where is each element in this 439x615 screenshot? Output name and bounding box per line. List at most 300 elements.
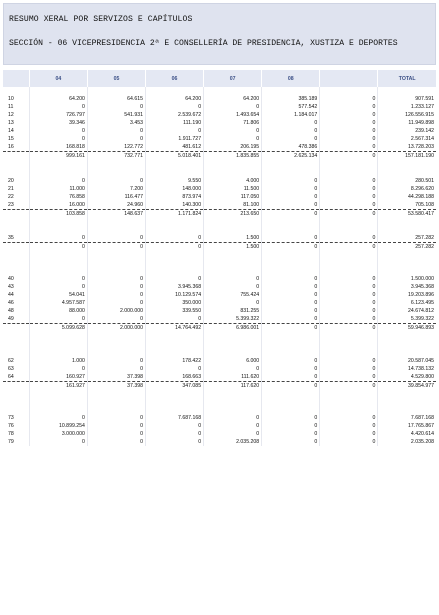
- spacer-row: [3, 349, 436, 357]
- value-cell: 161.927: [29, 381, 87, 390]
- empty-cell: [320, 332, 378, 340]
- value-cell: 7.687.168: [146, 414, 204, 422]
- table-row: [3, 234, 436, 243]
- value-cell: 0: [146, 438, 204, 446]
- value-cell: 6.986.001: [204, 324, 262, 333]
- value-cell: 0: [320, 365, 378, 373]
- table-row: [3, 185, 436, 193]
- value-cell: 3.000.000: [29, 430, 87, 438]
- empty-cell: [204, 406, 262, 414]
- value-cell: 0: [87, 365, 145, 373]
- empty-cell: [87, 349, 145, 357]
- empty-cell: [378, 340, 436, 348]
- value-cell: 0: [29, 177, 87, 185]
- empty-cell: [204, 251, 262, 259]
- value-cell: 0: [262, 414, 320, 422]
- value-cell: 111.190: [146, 119, 204, 127]
- empty-cell: [146, 406, 204, 414]
- value-cell: 117.050: [204, 193, 262, 201]
- value-cell: 0: [262, 438, 320, 446]
- value-cell: 0: [29, 127, 87, 135]
- value-cell: 999.161: [29, 152, 87, 161]
- empty-cell: [146, 218, 204, 226]
- empty-cell: [320, 226, 378, 234]
- value-cell: 10.129.574: [146, 291, 204, 299]
- value-cell: 339.550: [146, 307, 204, 315]
- value-cell: 88.000: [29, 307, 87, 315]
- value-cell: 1.835.855: [204, 152, 262, 161]
- value-cell: 0: [320, 275, 378, 283]
- empty-cell: [3, 251, 29, 259]
- row-code-cell: 64: [3, 373, 29, 382]
- table-row: [3, 193, 436, 201]
- value-cell: 726.797: [29, 111, 87, 119]
- empty-cell: [29, 390, 87, 398]
- value-cell: 1.184.017: [262, 111, 320, 119]
- column-header: 04: [29, 70, 87, 87]
- value-cell: 0: [146, 430, 204, 438]
- table-row: [3, 283, 436, 291]
- empty-cell: [378, 267, 436, 275]
- value-cell: 6.000: [204, 357, 262, 365]
- table-row: [3, 275, 436, 283]
- value-cell: 1.171.824: [146, 209, 204, 218]
- spacer-row: [3, 259, 436, 267]
- empty-cell: [146, 168, 204, 176]
- value-cell: 122.772: [87, 143, 145, 152]
- empty-cell: [87, 340, 145, 348]
- value-cell: 0: [320, 127, 378, 135]
- value-cell: 0: [87, 291, 145, 299]
- column-header: 06: [146, 70, 204, 87]
- empty-cell: [3, 398, 29, 406]
- total-cell: 17.765.867: [408, 422, 434, 429]
- value-cell: 0: [320, 193, 378, 201]
- value-cell: 2.035.208: [204, 438, 262, 446]
- value-cell: 64.200: [146, 95, 204, 103]
- value-cell: 103.858: [29, 209, 87, 218]
- empty-cell: [3, 390, 29, 398]
- table-row: [3, 291, 436, 299]
- empty-cell: [320, 398, 378, 406]
- row-code-cell: 21: [3, 185, 29, 193]
- value-cell: 0: [262, 373, 320, 382]
- value-cell: 0: [146, 275, 204, 283]
- value-cell: 0: [320, 381, 378, 390]
- empty-cell: [29, 251, 87, 259]
- value-cell: 0: [320, 201, 378, 210]
- empty-cell: [262, 349, 320, 357]
- value-cell: 168.818: [29, 143, 87, 152]
- value-cell: 116.477: [87, 193, 145, 201]
- empty-cell: [204, 332, 262, 340]
- column-header: [320, 70, 378, 87]
- row-code-cell: 10: [3, 95, 29, 103]
- value-cell: 24.960: [87, 201, 145, 210]
- value-cell: 0: [146, 315, 204, 324]
- value-cell: 0: [320, 177, 378, 185]
- spacer-row: [3, 87, 436, 95]
- total-cell: 705.108: [415, 201, 434, 208]
- value-cell: 0: [320, 135, 378, 143]
- total-cell: 907.591: [415, 96, 434, 103]
- value-cell: 9.550: [146, 177, 204, 185]
- table-row: [3, 127, 436, 135]
- spacer-row: [3, 251, 436, 259]
- value-cell: 0: [320, 283, 378, 291]
- empty-cell: [146, 160, 204, 168]
- empty-cell: [29, 87, 87, 95]
- value-cell: 0: [320, 414, 378, 422]
- empty-cell: [320, 87, 378, 95]
- empty-cell: [87, 406, 145, 414]
- row-code-cell: [3, 152, 29, 161]
- row-code-cell: 23: [3, 201, 29, 210]
- row-code-cell: 16: [3, 143, 29, 152]
- value-cell: 0: [87, 177, 145, 185]
- subtotal-row: [3, 152, 436, 161]
- total-cell: 3.945.368: [410, 284, 434, 291]
- value-cell: 76.858: [29, 193, 87, 201]
- value-cell: 0: [320, 95, 378, 103]
- value-cell: 37.398: [87, 381, 145, 390]
- empty-cell: [3, 340, 29, 348]
- value-cell: 385.189: [262, 95, 320, 103]
- summary-table: [3, 70, 436, 446]
- value-cell: 1.500: [204, 242, 262, 251]
- value-cell: 541.931: [87, 111, 145, 119]
- report-subtitle: SECCIÓN - 06 VICEPRESIDENCIA 2ª E CONSELLERÍA DE PRESIDENCIA, XUSTIZA E DEPORTES: [9, 39, 398, 48]
- value-cell: 0: [262, 307, 320, 315]
- value-cell: 0: [262, 324, 320, 333]
- spacer-row: [3, 267, 436, 275]
- value-cell: 0: [87, 430, 145, 438]
- value-cell: 0: [87, 103, 145, 111]
- empty-cell: [146, 226, 204, 234]
- empty-cell: [29, 267, 87, 275]
- empty-cell: [378, 398, 436, 406]
- total-cell: 11.949.898: [408, 120, 434, 127]
- empty-cell: [3, 87, 29, 95]
- value-cell: 0: [262, 127, 320, 135]
- empty-cell: [3, 226, 29, 234]
- value-cell: 0: [87, 283, 145, 291]
- value-cell: 0: [262, 357, 320, 365]
- value-cell: 0: [320, 234, 378, 243]
- value-cell: 5.018.401: [146, 152, 204, 161]
- row-code-cell: 63: [3, 365, 29, 373]
- value-cell: 4.000: [204, 177, 262, 185]
- empty-cell: [204, 168, 262, 176]
- value-cell: 0: [204, 283, 262, 291]
- row-code-cell: [3, 381, 29, 390]
- value-cell: 0: [320, 299, 378, 307]
- value-cell: 4.957.587: [29, 299, 87, 307]
- total-cell: 126.556.915: [405, 112, 434, 119]
- value-cell: 478.386: [262, 143, 320, 152]
- value-cell: 0: [320, 209, 378, 218]
- value-cell: 0: [262, 185, 320, 193]
- value-cell: 2.000.000: [87, 324, 145, 333]
- value-cell: 0: [262, 201, 320, 210]
- total-cell: 257.282: [415, 234, 434, 241]
- value-cell: 0: [204, 135, 262, 143]
- empty-cell: [204, 267, 262, 275]
- spacer-row: [3, 218, 436, 226]
- empty-cell: [262, 218, 320, 226]
- empty-cell: [3, 168, 29, 176]
- column-header: TOTAL: [378, 70, 436, 87]
- empty-cell: [378, 390, 436, 398]
- value-cell: 37.398: [87, 373, 145, 382]
- empty-cell: [29, 160, 87, 168]
- empty-cell: [3, 332, 29, 340]
- empty-cell: [378, 251, 436, 259]
- empty-cell: [146, 349, 204, 357]
- value-cell: 71.806: [204, 119, 262, 127]
- empty-cell: [262, 267, 320, 275]
- value-cell: 0: [29, 135, 87, 143]
- row-code-cell: 62: [3, 357, 29, 365]
- empty-cell: [378, 349, 436, 357]
- row-code-cell: 78: [3, 430, 29, 438]
- value-cell: 0: [320, 315, 378, 324]
- total-cell: 5.399.322: [410, 316, 434, 323]
- row-code-cell: 76: [3, 422, 29, 430]
- row-code-cell: 73: [3, 414, 29, 422]
- value-cell: 0: [262, 119, 320, 127]
- total-cell: 8.296.620: [410, 185, 434, 192]
- value-cell: 0: [320, 185, 378, 193]
- value-cell: 0: [320, 103, 378, 111]
- value-cell: 1.000: [29, 357, 87, 365]
- empty-cell: [3, 160, 29, 168]
- table-row: [3, 177, 436, 185]
- value-cell: 1.911.727: [146, 135, 204, 143]
- value-cell: 0: [146, 422, 204, 430]
- table-row: [3, 365, 436, 373]
- empty-cell: [320, 259, 378, 267]
- total-cell: 1.500.000: [410, 276, 434, 283]
- value-cell: 0: [146, 365, 204, 373]
- empty-cell: [378, 168, 436, 176]
- empty-cell: [87, 398, 145, 406]
- value-cell: 0: [146, 242, 204, 251]
- value-cell: 39.346: [29, 119, 87, 127]
- empty-cell: [29, 332, 87, 340]
- empty-cell: [29, 218, 87, 226]
- value-cell: 0: [146, 127, 204, 135]
- value-cell: 3.453: [87, 119, 145, 127]
- empty-cell: [320, 349, 378, 357]
- row-code-cell: 44: [3, 291, 29, 299]
- empty-cell: [146, 332, 204, 340]
- empty-cell: [87, 218, 145, 226]
- total-cell: 19.203.896: [408, 292, 434, 299]
- empty-cell: [204, 340, 262, 348]
- value-cell: 14.764.492: [146, 324, 204, 333]
- empty-cell: [204, 226, 262, 234]
- empty-cell: [3, 218, 29, 226]
- value-cell: 0: [204, 422, 262, 430]
- empty-cell: [262, 168, 320, 176]
- empty-cell: [204, 349, 262, 357]
- total-cell: 7.687.168: [410, 414, 434, 421]
- value-cell: 0: [87, 438, 145, 446]
- total-cell: 4.420.614: [410, 430, 434, 437]
- value-cell: 111.620: [204, 373, 262, 382]
- value-cell: 0: [320, 373, 378, 382]
- empty-cell: [29, 340, 87, 348]
- value-cell: 7.200: [87, 185, 145, 193]
- value-cell: 206.195: [204, 143, 262, 152]
- empty-cell: [29, 349, 87, 357]
- empty-cell: [378, 160, 436, 168]
- empty-cell: [320, 218, 378, 226]
- empty-cell: [320, 160, 378, 168]
- table-row: [3, 119, 436, 127]
- value-cell: 0: [204, 414, 262, 422]
- value-cell: 1.493.654: [204, 111, 262, 119]
- empty-cell: [29, 398, 87, 406]
- value-cell: 0: [262, 275, 320, 283]
- value-cell: 0: [87, 234, 145, 243]
- empty-cell: [146, 259, 204, 267]
- value-cell: 0: [262, 299, 320, 307]
- empty-cell: [262, 160, 320, 168]
- value-cell: 0: [29, 103, 87, 111]
- empty-cell: [320, 251, 378, 259]
- value-cell: 0: [29, 315, 87, 324]
- empty-cell: [87, 390, 145, 398]
- empty-cell: [204, 160, 262, 168]
- value-cell: 0: [87, 127, 145, 135]
- empty-cell: [378, 332, 436, 340]
- row-code-cell: [3, 209, 29, 218]
- table-row: [3, 430, 436, 438]
- empty-cell: [262, 398, 320, 406]
- value-cell: 0: [29, 414, 87, 422]
- table-row: [3, 299, 436, 307]
- row-code-cell: 79: [3, 438, 29, 446]
- row-code-cell: 49: [3, 315, 29, 324]
- value-cell: 64.200: [29, 95, 87, 103]
- total-cell: 280.501: [415, 177, 434, 184]
- value-cell: 160.927: [29, 373, 87, 382]
- row-code-cell: [3, 242, 29, 251]
- table-row: [3, 103, 436, 111]
- empty-cell: [262, 332, 320, 340]
- value-cell: 481.612: [146, 143, 204, 152]
- value-cell: 0: [320, 152, 378, 161]
- empty-cell: [87, 267, 145, 275]
- empty-cell: [29, 168, 87, 176]
- total-cell: 39.854.977: [378, 381, 436, 390]
- value-cell: 0: [262, 135, 320, 143]
- empty-cell: [3, 267, 29, 275]
- total-cell: 6.123.495: [410, 300, 434, 307]
- value-cell: 347.085: [146, 381, 204, 390]
- table-row: [3, 95, 436, 103]
- empty-cell: [146, 87, 204, 95]
- empty-cell: [87, 160, 145, 168]
- value-cell: 0: [320, 307, 378, 315]
- value-cell: 0: [320, 119, 378, 127]
- value-cell: 64.615: [87, 95, 145, 103]
- total-cell: 257.282: [378, 242, 436, 251]
- empty-cell: [378, 259, 436, 267]
- report-title: RESUMO XERAL POR SERVIZOS E CAPÍTULOS: [9, 15, 193, 24]
- empty-cell: [87, 87, 145, 95]
- value-cell: 0: [262, 365, 320, 373]
- empty-cell: [262, 390, 320, 398]
- table-row: [3, 373, 436, 382]
- subtotal-row: [3, 381, 436, 390]
- empty-cell: [262, 340, 320, 348]
- total-cell: 53.580.417: [378, 209, 436, 218]
- row-code-cell: 14: [3, 127, 29, 135]
- value-cell: 0: [204, 275, 262, 283]
- subtotal-row: [3, 242, 436, 251]
- value-cell: 2.000.000: [87, 307, 145, 315]
- value-cell: 0: [87, 414, 145, 422]
- value-cell: 0: [29, 275, 87, 283]
- value-cell: 0: [262, 193, 320, 201]
- empty-cell: [262, 226, 320, 234]
- empty-cell: [29, 259, 87, 267]
- table-row: [3, 135, 436, 143]
- value-cell: 0: [204, 127, 262, 135]
- empty-cell: [378, 218, 436, 226]
- row-code-cell: 43: [3, 283, 29, 291]
- value-cell: 0: [262, 234, 320, 243]
- value-cell: 117.620: [204, 381, 262, 390]
- value-cell: 0: [320, 422, 378, 430]
- value-cell: 81.100: [204, 201, 262, 210]
- value-cell: 0: [146, 103, 204, 111]
- empty-cell: [204, 87, 262, 95]
- value-cell: 831.255: [204, 307, 262, 315]
- row-code-cell: 20: [3, 177, 29, 185]
- value-cell: 873.974: [146, 193, 204, 201]
- table-row: [3, 201, 436, 210]
- table-body: [3, 87, 436, 446]
- table-row: [3, 315, 436, 324]
- empty-cell: [262, 406, 320, 414]
- empty-cell: [262, 251, 320, 259]
- empty-cell: [87, 226, 145, 234]
- empty-cell: [87, 259, 145, 267]
- row-code-cell: 11: [3, 103, 29, 111]
- empty-cell: [3, 349, 29, 357]
- total-cell: 59.946.893: [378, 324, 436, 333]
- value-cell: 0: [87, 275, 145, 283]
- column-header: [3, 70, 29, 87]
- value-cell: 0: [87, 315, 145, 324]
- value-cell: 0: [29, 234, 87, 243]
- value-cell: 0: [262, 381, 320, 390]
- value-cell: 0: [87, 357, 145, 365]
- value-cell: 0: [262, 430, 320, 438]
- row-code-cell: 46: [3, 299, 29, 307]
- value-cell: 0: [29, 365, 87, 373]
- value-cell: 64.200: [204, 95, 262, 103]
- total-cell: 20.587.045: [408, 357, 434, 364]
- value-cell: 2.625.134: [262, 152, 320, 161]
- row-code-cell: 13: [3, 119, 29, 127]
- value-cell: 5.099.628: [29, 324, 87, 333]
- spacer-row: [3, 398, 436, 406]
